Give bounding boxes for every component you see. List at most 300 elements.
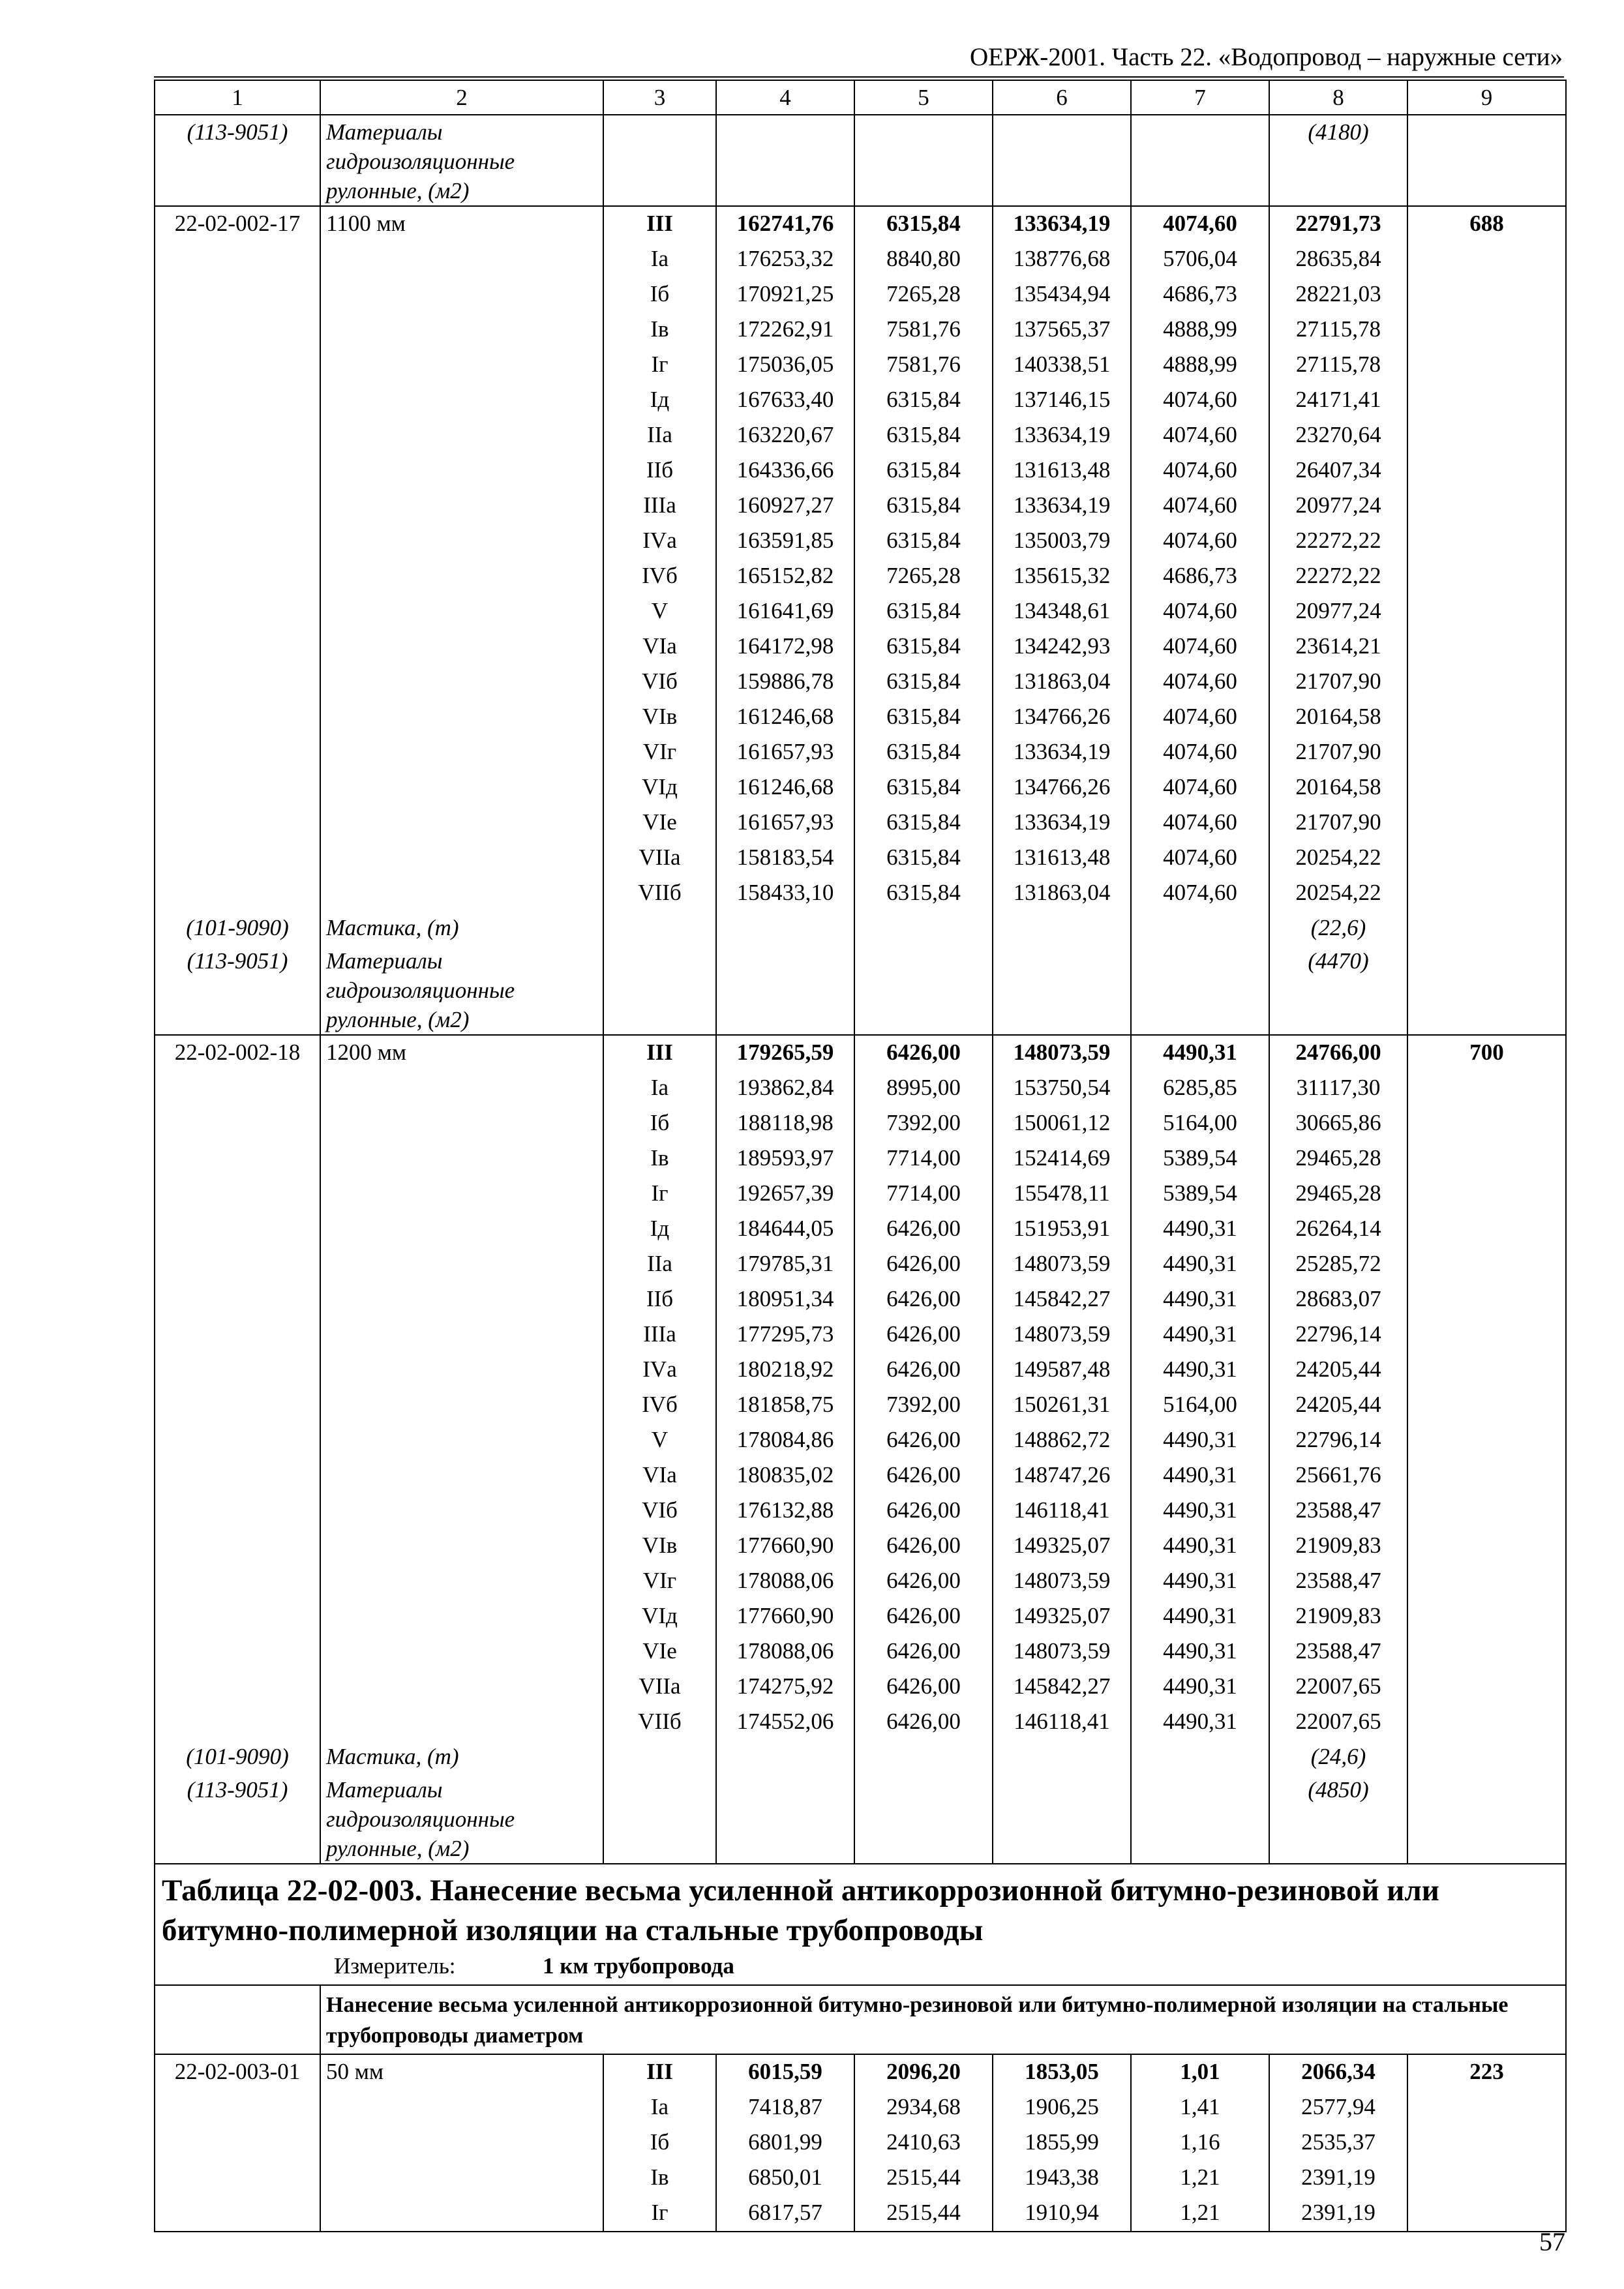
rolls-row [155, 944, 1566, 1035]
price-row [155, 2125, 1566, 2161]
empty-cell [155, 312, 320, 348]
price-value: 28635,84 [1269, 242, 1407, 277]
price-value: 180835,02 [716, 1458, 854, 1493]
price-value: 4490,31 [1131, 1423, 1269, 1458]
price-value: 6315,84 [854, 383, 993, 418]
rate-code: 22-02-002-18 [155, 1035, 320, 1071]
price-value: 4490,31 [1131, 1564, 1269, 1599]
empty-cell [320, 1106, 603, 1141]
price-row [155, 1599, 1566, 1634]
empty-cell [155, 805, 320, 841]
empty-cell [603, 944, 716, 1035]
price-value: 26407,34 [1269, 453, 1407, 488]
price-value: 170921,25 [716, 277, 854, 312]
price-value: 149587,48 [993, 1353, 1131, 1388]
empty-cell [603, 1773, 716, 1864]
column-9-value: 688 [1407, 206, 1566, 242]
empty-cell [1407, 1353, 1566, 1388]
empty-cell [993, 115, 1131, 206]
price-value: 133634,19 [993, 805, 1131, 841]
empty-cell [155, 1317, 320, 1353]
empty-cell [320, 594, 603, 629]
empty-cell [1407, 2161, 1566, 2196]
price-value: 179785,31 [716, 1247, 854, 1282]
price-value: 6315,84 [854, 524, 993, 559]
zone-code: IIа [603, 1247, 716, 1282]
empty-cell [1407, 1634, 1566, 1669]
price-value: 161246,68 [716, 700, 854, 735]
price-row [155, 1071, 1566, 1106]
header-rule [154, 76, 1564, 78]
empty-cell [1407, 944, 1566, 1035]
zone-code: VIб [603, 1493, 716, 1529]
empty-cell [1407, 629, 1566, 665]
empty-cell [993, 911, 1131, 944]
empty-cell [320, 1212, 603, 1247]
price-row [155, 2161, 1566, 2196]
price-row [155, 1705, 1566, 1740]
price-value: 4074,60 [1131, 841, 1269, 876]
price-value: 21909,83 [1269, 1529, 1407, 1564]
price-row [155, 453, 1566, 488]
empty-cell [1131, 911, 1269, 944]
price-row [155, 629, 1566, 665]
price-value: 189593,97 [716, 1141, 854, 1176]
price-row [155, 665, 1566, 700]
price-value: 8995,00 [854, 1071, 993, 1106]
price-value: 29465,28 [1269, 1176, 1407, 1212]
zone-code: Iг [603, 2196, 716, 2232]
resource-code: (113-9051) [155, 115, 320, 206]
empty-cell [155, 1564, 320, 1599]
price-value: 31117,30 [1269, 1071, 1407, 1106]
table-subheading: Нанесение весьма усиленной антикоррозионной битумно-резиновой или битумно-полимерной изоляции на стальные трубопроводы диаметром [320, 1985, 1566, 2054]
empty-cell [1407, 242, 1566, 277]
resource-value: (24,6) [1269, 1740, 1407, 1773]
price-value: 4074,60 [1131, 488, 1269, 524]
empty-cell [1407, 1529, 1566, 1564]
empty-cell [993, 944, 1131, 1035]
empty-cell [155, 770, 320, 805]
price-row [155, 876, 1566, 911]
price-value: 21909,83 [1269, 1599, 1407, 1634]
zone-code: VIе [603, 805, 716, 841]
empty-cell [155, 2090, 320, 2125]
empty-cell [155, 2161, 320, 2196]
empty-cell [155, 1669, 320, 1705]
price-value: 159886,78 [716, 665, 854, 700]
empty-cell [155, 594, 320, 629]
price-value: 152414,69 [993, 1141, 1131, 1176]
empty-cell [320, 1458, 603, 1493]
price-value: 6801,99 [716, 2125, 854, 2161]
price-value: 174552,06 [716, 1705, 854, 1740]
empty-cell [320, 383, 603, 418]
price-value: 149325,07 [993, 1599, 1131, 1634]
zone-code: Iг [603, 348, 716, 383]
price-value: 20254,22 [1269, 876, 1407, 911]
price-row [155, 594, 1566, 629]
price-value: 6315,84 [854, 418, 993, 453]
resource-label: Материалы гидроизоляционные рулонные, (м2) [320, 115, 603, 206]
price-row [155, 1317, 1566, 1353]
empty-cell [1407, 770, 1566, 805]
price-value: 146118,41 [993, 1493, 1131, 1529]
empty-cell [320, 2196, 603, 2232]
empty-cell [155, 1388, 320, 1423]
price-value: 20254,22 [1269, 841, 1407, 876]
price-value: 145842,27 [993, 1669, 1131, 1705]
empty-cell [320, 524, 603, 559]
empty-cell [1407, 2125, 1566, 2161]
price-row [155, 1141, 1566, 1176]
empty-cell [320, 876, 603, 911]
empty-cell [155, 383, 320, 418]
price-value: 22007,65 [1269, 1669, 1407, 1705]
price-value: 131863,04 [993, 665, 1131, 700]
price-value: 158433,10 [716, 876, 854, 911]
column-number: 4 [716, 80, 854, 115]
price-value: 4888,99 [1131, 348, 1269, 383]
zone-code: Iв [603, 312, 716, 348]
empty-cell [1407, 1458, 1566, 1493]
price-value: 6315,84 [854, 488, 993, 524]
empty-cell [320, 665, 603, 700]
empty-cell [320, 1599, 603, 1634]
resource-code: (113-9051) [155, 1773, 320, 1864]
empty-cell [1407, 1141, 1566, 1176]
empty-cell [320, 559, 603, 594]
empty-cell [320, 312, 603, 348]
price-value: 4490,31 [1131, 1599, 1269, 1634]
price-value: 164336,66 [716, 453, 854, 488]
empty-cell [155, 2196, 320, 2232]
price-value: 21707,90 [1269, 665, 1407, 700]
price-value: 4074,60 [1131, 665, 1269, 700]
empty-cell [320, 348, 603, 383]
price-value: 1855,99 [993, 2125, 1131, 2161]
empty-cell [1407, 1071, 1566, 1106]
price-row [155, 1282, 1566, 1317]
empty-cell [155, 453, 320, 488]
price-value: 20164,58 [1269, 770, 1407, 805]
price-row [155, 206, 1566, 242]
zone-code: VIIб [603, 876, 716, 911]
price-value: 6285,85 [1131, 1071, 1269, 1106]
empty-cell [155, 1071, 320, 1106]
price-value: 2515,44 [854, 2161, 993, 2196]
price-row [155, 242, 1566, 277]
price-value: 1,01 [1131, 2054, 1269, 2090]
page-number: 57 [1539, 2227, 1565, 2256]
price-value: 164172,98 [716, 629, 854, 665]
column-number: 1 [155, 80, 320, 115]
price-value: 22791,73 [1269, 206, 1407, 242]
zone-code: VIIа [603, 1669, 716, 1705]
price-value: 6426,00 [854, 1669, 993, 1705]
empty-cell [854, 911, 993, 944]
price-value: 2391,19 [1269, 2161, 1407, 2196]
price-value: 7392,00 [854, 1106, 993, 1141]
empty-cell [1407, 911, 1566, 944]
price-value: 167633,40 [716, 383, 854, 418]
price-value: 163220,67 [716, 418, 854, 453]
price-row [155, 348, 1566, 383]
price-value: 4490,31 [1131, 1035, 1269, 1071]
price-row [155, 1176, 1566, 1212]
empty-cell [1407, 115, 1566, 206]
price-value: 161657,93 [716, 805, 854, 841]
price-row [155, 805, 1566, 841]
rolls-row [155, 1773, 1566, 1864]
price-value: 177660,90 [716, 1599, 854, 1634]
table-title-row [155, 1864, 1566, 1985]
price-value: 6315,84 [854, 594, 993, 629]
price-value: 4074,60 [1131, 594, 1269, 629]
zone-code: VIв [603, 700, 716, 735]
zone-code: IVб [603, 559, 716, 594]
price-value: 178088,06 [716, 1634, 854, 1669]
price-value: 6315,84 [854, 841, 993, 876]
empty-cell [155, 1176, 320, 1212]
empty-cell [320, 488, 603, 524]
rate-code: 22-02-002-17 [155, 206, 320, 242]
zone-code: V [603, 1423, 716, 1458]
price-value: 29465,28 [1269, 1141, 1407, 1176]
price-value: 6315,84 [854, 206, 993, 242]
price-value: 1943,38 [993, 2161, 1131, 2196]
price-value: 6850,01 [716, 2161, 854, 2196]
price-value: 25661,76 [1269, 1458, 1407, 1493]
price-value: 6817,57 [716, 2196, 854, 2232]
price-value: 6426,00 [854, 1035, 993, 1071]
price-row [155, 312, 1566, 348]
empty-cell [1407, 2090, 1566, 2125]
price-value: 4074,60 [1131, 383, 1269, 418]
zone-code: VIд [603, 770, 716, 805]
price-value: 2535,37 [1269, 2125, 1407, 2161]
price-value: 148073,59 [993, 1247, 1131, 1282]
resource-label: Материалы гидроизоляционные рулонные, (м2) [320, 944, 603, 1035]
price-value: 192657,39 [716, 1176, 854, 1212]
empty-cell [1407, 841, 1566, 876]
price-value: 5164,00 [1131, 1388, 1269, 1423]
price-row [155, 383, 1566, 418]
price-value: 163591,85 [716, 524, 854, 559]
price-value: 4074,60 [1131, 805, 1269, 841]
price-value: 4074,60 [1131, 876, 1269, 911]
price-value: 6315,84 [854, 629, 993, 665]
rate-code: 22-02-003-01 [155, 2054, 320, 2090]
zone-code: VIб [603, 665, 716, 700]
price-value: 2934,68 [854, 2090, 993, 2125]
zone-code: IIб [603, 1282, 716, 1317]
empty-cell [155, 418, 320, 453]
price-value: 133634,19 [993, 418, 1131, 453]
price-value: 7581,76 [854, 312, 993, 348]
price-value: 6315,84 [854, 453, 993, 488]
empty-cell [155, 876, 320, 911]
price-row [155, 2090, 1566, 2125]
price-value: 133634,19 [993, 735, 1131, 770]
empty-cell [603, 911, 716, 944]
column-number: 2 [320, 80, 603, 115]
price-value: 188118,98 [716, 1106, 854, 1141]
price-value: 148073,59 [993, 1035, 1131, 1071]
price-value: 5389,54 [1131, 1176, 1269, 1212]
empty-cell [603, 1740, 716, 1773]
empty-cell [320, 1071, 603, 1106]
price-value: 172262,91 [716, 312, 854, 348]
price-value: 4490,31 [1131, 1529, 1269, 1564]
price-value: 174275,92 [716, 1669, 854, 1705]
price-value: 2515,44 [854, 2196, 993, 2232]
price-value: 134766,26 [993, 770, 1131, 805]
empty-cell [854, 115, 993, 206]
price-row [155, 524, 1566, 559]
price-value: 6426,00 [854, 1247, 993, 1282]
empty-cell [854, 1740, 993, 1773]
empty-cell [1407, 488, 1566, 524]
price-row [155, 841, 1566, 876]
price-row [155, 418, 1566, 453]
measure-label: Измеритель: [334, 1953, 456, 1979]
empty-cell [1131, 115, 1269, 206]
price-value: 23270,64 [1269, 418, 1407, 453]
zone-code: Iа [603, 2090, 716, 2125]
price-value: 6426,00 [854, 1212, 993, 1247]
zone-code: VIа [603, 629, 716, 665]
price-value: 4490,31 [1131, 1634, 1269, 1669]
empty-cell [320, 770, 603, 805]
price-value: 4490,31 [1131, 1353, 1269, 1388]
price-value: 24205,44 [1269, 1353, 1407, 1388]
zone-code: IIIа [603, 488, 716, 524]
resource-code: (113-9051) [155, 944, 320, 1035]
price-value: 131613,48 [993, 453, 1131, 488]
price-value: 175036,05 [716, 348, 854, 383]
empty-cell [1407, 700, 1566, 735]
empty-cell [155, 1529, 320, 1564]
resource-code: (101-9090) [155, 911, 320, 944]
empty-cell [320, 805, 603, 841]
empty-cell [1407, 735, 1566, 770]
price-value: 6315,84 [854, 700, 993, 735]
price-value: 137565,37 [993, 312, 1131, 348]
empty-cell [320, 629, 603, 665]
empty-cell [320, 2125, 603, 2161]
price-value: 20977,24 [1269, 594, 1407, 629]
empty-cell [320, 1247, 603, 1282]
empty-cell [320, 1529, 603, 1564]
price-value: 134348,61 [993, 594, 1131, 629]
price-value: 2391,19 [1269, 2196, 1407, 2232]
price-row [155, 2196, 1566, 2232]
price-value: 176253,32 [716, 242, 854, 277]
empty-cell [1407, 453, 1566, 488]
empty-cell [854, 944, 993, 1035]
empty-cell [1407, 418, 1566, 453]
zone-code: VIIб [603, 1705, 716, 1740]
price-value: 23588,47 [1269, 1564, 1407, 1599]
pipe-diameter: 1100 мм [320, 206, 603, 242]
zone-code: IIа [603, 418, 716, 453]
empty-cell [155, 1634, 320, 1669]
price-value: 158183,54 [716, 841, 854, 876]
price-value: 6426,00 [854, 1317, 993, 1353]
empty-cell [1407, 312, 1566, 348]
price-value: 4074,60 [1131, 770, 1269, 805]
empty-cell [155, 1705, 320, 1740]
empty-cell [1407, 1669, 1566, 1705]
price-value: 153750,54 [993, 1071, 1131, 1106]
empty-cell [320, 1388, 603, 1423]
price-value: 177660,90 [716, 1529, 854, 1564]
empty-cell [155, 1353, 320, 1388]
price-value: 6426,00 [854, 1529, 993, 1564]
price-value: 4490,31 [1131, 1247, 1269, 1282]
empty-cell [1407, 1106, 1566, 1141]
price-table [154, 80, 1567, 2232]
column-number: 5 [854, 80, 993, 115]
empty-cell [1407, 277, 1566, 312]
price-value: 181858,75 [716, 1388, 854, 1423]
price-value: 6015,59 [716, 2054, 854, 2090]
price-value: 150061,12 [993, 1106, 1131, 1141]
empty-cell [603, 115, 716, 206]
zone-code: III [603, 206, 716, 242]
empty-cell [155, 1985, 320, 2054]
price-value: 4074,60 [1131, 418, 1269, 453]
price-value: 131863,04 [993, 876, 1131, 911]
price-value: 140338,51 [993, 348, 1131, 383]
zone-code: VIе [603, 1634, 716, 1669]
empty-cell [155, 1141, 320, 1176]
empty-cell [1407, 876, 1566, 911]
zone-code: IIIа [603, 1317, 716, 1353]
price-value: 6426,00 [854, 1282, 993, 1317]
price-value: 27115,78 [1269, 312, 1407, 348]
price-value: 138776,68 [993, 242, 1131, 277]
price-value: 1910,94 [993, 2196, 1131, 2232]
empty-cell [155, 1493, 320, 1529]
zone-code: Iа [603, 1071, 716, 1106]
price-value: 165152,82 [716, 559, 854, 594]
price-value: 145842,27 [993, 1282, 1131, 1317]
empty-cell [320, 242, 603, 277]
column-number: 3 [603, 80, 716, 115]
price-value: 148073,59 [993, 1634, 1131, 1669]
empty-cell [155, 1106, 320, 1141]
price-row [155, 1353, 1566, 1388]
carry-over-row [155, 115, 1566, 206]
mastic-row [155, 1740, 1566, 1773]
empty-cell [320, 1353, 603, 1388]
price-value: 23588,47 [1269, 1493, 1407, 1529]
price-value: 135003,79 [993, 524, 1131, 559]
price-value: 2066,34 [1269, 2054, 1407, 2090]
zone-code: VIв [603, 1529, 716, 1564]
price-value: 4074,60 [1131, 735, 1269, 770]
price-value: 148073,59 [993, 1564, 1131, 1599]
empty-cell [155, 1423, 320, 1458]
price-value: 4490,31 [1131, 1282, 1269, 1317]
empty-cell [993, 1773, 1131, 1864]
empty-cell [993, 1740, 1131, 1773]
price-value: 161246,68 [716, 770, 854, 805]
mastic-row [155, 911, 1566, 944]
price-row [155, 770, 1566, 805]
